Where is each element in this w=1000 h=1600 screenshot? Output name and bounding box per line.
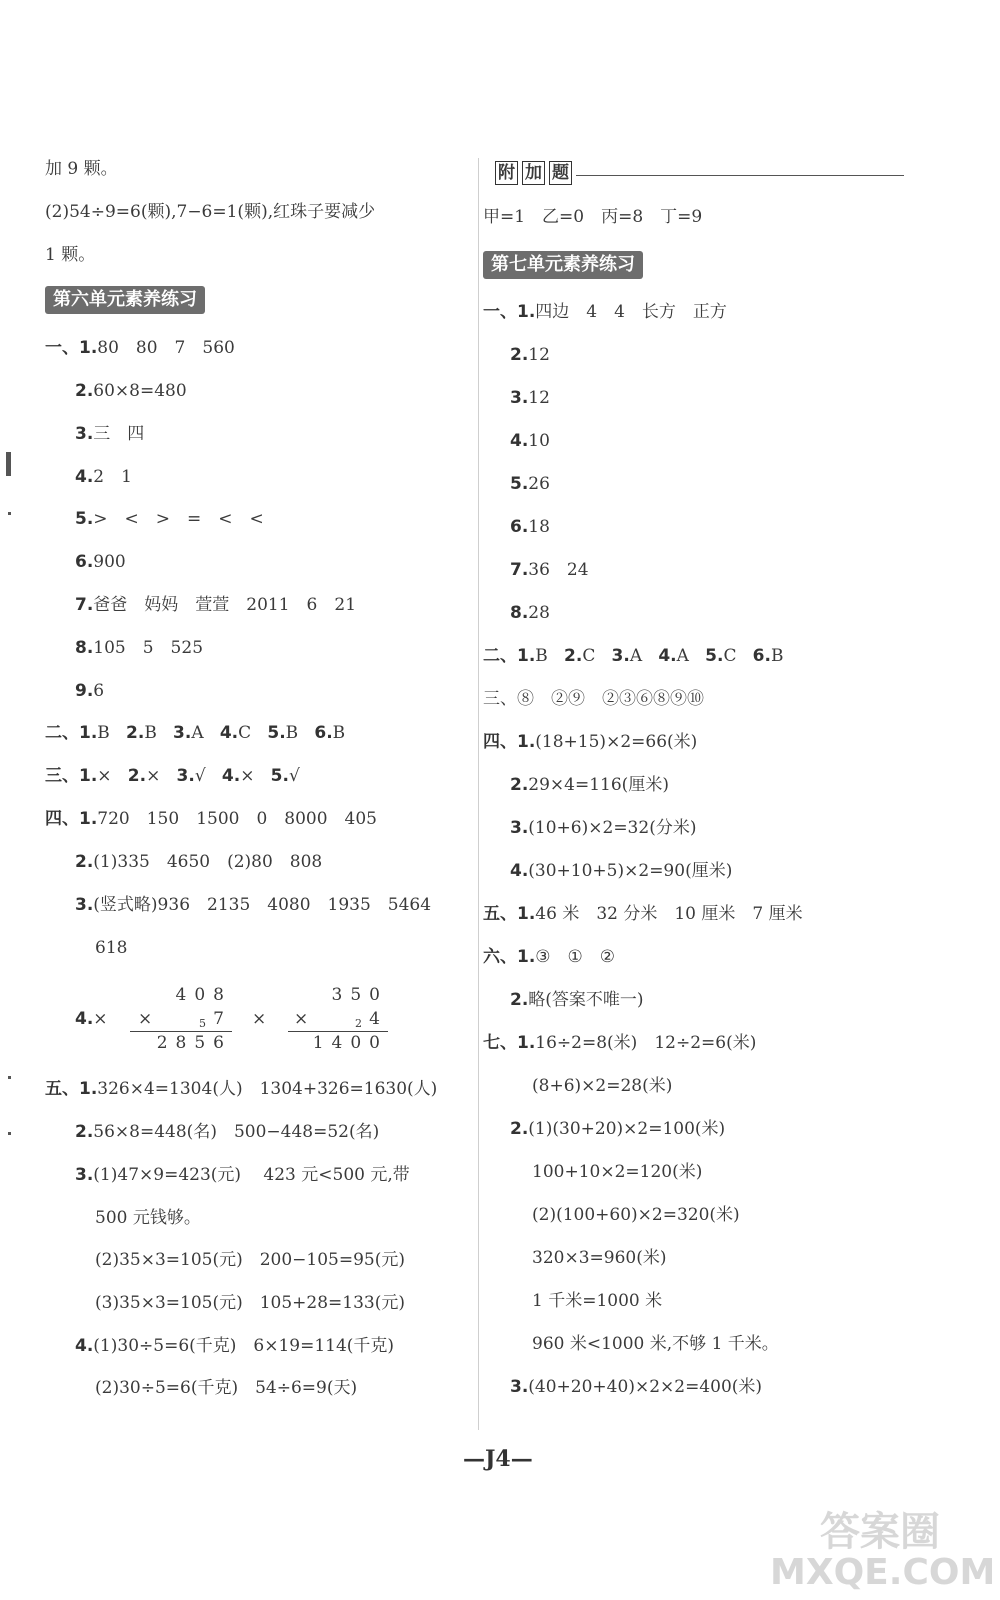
answer-line: 6.900 [75,552,126,572]
bonus-answer: 甲=1 乙=0 丙=8 丁=9 [483,207,703,227]
answer-line: (2)30÷5=6(千克) 54÷6=9(天) [95,1378,358,1398]
continued-line-3: 1 颗。 [45,245,96,265]
answer-line: 一、1.80 80 7 560 [45,338,235,358]
answer-line: 4.× [75,1009,108,1029]
mult-carry: 5 [199,1017,206,1030]
answer-line: 9.6 [75,681,105,701]
column-divider [478,158,479,1430]
heading-rule [576,175,904,176]
answer-line: 7.爸爸 妈妈 萱萱 2011 6 21 [75,595,357,615]
mult-multiplier: 7 [213,1009,224,1029]
watermark-logo: 答案圈 [820,1509,940,1555]
page-number: —J4— [463,1446,533,1472]
mult-top: 408 [175,985,232,1005]
answer-line: 4.10 [510,431,550,451]
answer-line: 三、⑧ ②⑨ ②③⑥⑧⑨⑩ [483,689,704,709]
answer-line: 8.105 5 525 [75,638,204,658]
answer-line: 六、1.③ ① ② [483,947,616,967]
answer-line: 四、1.(18+15)×2=66(米) [483,732,698,752]
vertical-multiplication-2 [288,983,388,1055]
answer-line: (2)(100+60)×2=320(米) [532,1205,740,1225]
answer-line: 3.12 [510,388,550,408]
answer-line: (3)35×3=105(元) 105+28=133(元) [95,1293,406,1313]
answer-line: 4.(1)30÷5=6(千克) 6×19=114(千克) [75,1336,395,1356]
answer-line: 320×3=960(米) [532,1248,667,1268]
mult-result: 2856 [156,1033,232,1053]
scan-mark [8,1132,11,1135]
answer-line: 4.(30+10+5)×2=90(厘米) [510,861,733,881]
answer-line: 6.18 [510,517,550,537]
answer-line: 二、1.B 2.B 3.A 4.C 5.B 6.B [45,723,346,743]
answer-line: (2)35×3=105(元) 200−105=95(元) [95,1250,406,1270]
answer-line: 5.> < > = < < [75,509,264,529]
mult-top: 350 [331,985,388,1005]
watermark-url: MXQE.COM [770,1552,996,1593]
answer-line: 3.(竖式略)936 2135 4080 1935 5464 [75,895,432,915]
scan-mark [8,512,11,515]
mult-result: 1400 [312,1033,388,1053]
mult-multiplier: 4 [369,1009,380,1029]
continued-line-1: 加 9 颗。 [45,159,118,179]
answer-line: 7.36 24 [510,560,589,580]
answer-line: 5.26 [510,474,550,494]
answer-line: 三、1.× 2.× 3.√ 4.× 5.√ [45,766,300,786]
mult-carry: 2 [355,1017,362,1030]
answer-line: 3.(1)47×9=423(元) 423 元<500 元,带 [75,1165,410,1185]
answer-line: 一、1.四边 4 4 长方 正方 [483,302,727,322]
answer-line: 2.29×4=116(厘米) [510,775,669,795]
answer-line: 2.略(答案不唯一) [510,990,644,1010]
answer-line: 2.(1)335 4650 (2)80 808 [75,852,323,872]
answer-line: 3.(40+20+40)×2×2=400(米) [510,1377,763,1397]
answer-line: 8.28 [510,603,550,623]
bonus-question-heading: 附 加 题 [495,161,576,185]
mult-operator: × [294,1009,309,1029]
vertical-multiplication-1 [130,983,232,1055]
answer-line: 二、1.B 2.C 3.A 4.A 5.C 6.B [483,646,784,666]
answer-line: 七、1.16÷2=8(米) 12÷2=6(米) [483,1033,757,1053]
scan-mark [6,452,11,476]
unit7-section-title: 第七单元素养练习 [483,251,643,279]
answer-line: 五、1.46 米 32 分米 10 厘米 7 厘米 [483,904,803,924]
answer-line: 1 千米=1000 米 [532,1291,663,1311]
answer-line: 4.2 1 [75,467,132,487]
scan-mark [8,1076,11,1079]
mult-operator: × [138,1009,153,1029]
answer-line: 2.12 [510,345,550,365]
answer-line: 500 元钱够。 [95,1208,201,1228]
unit6-section-title: 第六单元素养练习 [45,286,205,314]
answer-line: 100+10×2=120(米) [532,1162,703,1182]
answer-line: 2.(1)(30+20)×2=100(米) [510,1119,726,1139]
answer-line: 四、1.720 150 1500 0 8000 405 [45,809,377,829]
answer-line: (8+6)×2=28(米) [532,1076,673,1096]
answer-line: 3.三 四 [75,424,145,444]
answer-line: 960 米<1000 米,不够 1 千米。 [532,1334,779,1354]
answer-line: 618 [95,938,128,958]
answer-line: 五、1.326×4=1304(人) 1304+326=1630(人) [45,1079,438,1099]
continued-line-2: (2)54÷9=6(颗),7−6=1(颗),红珠子要减少 [45,202,376,222]
answer-line: 2.56×8=448(名) 500−448=52(名) [75,1122,380,1142]
answer-line: 3.(10+6)×2=32(分米) [510,818,697,838]
answer-line: 2.60×8=480 [75,381,187,401]
answer-line: × [252,1009,267,1029]
